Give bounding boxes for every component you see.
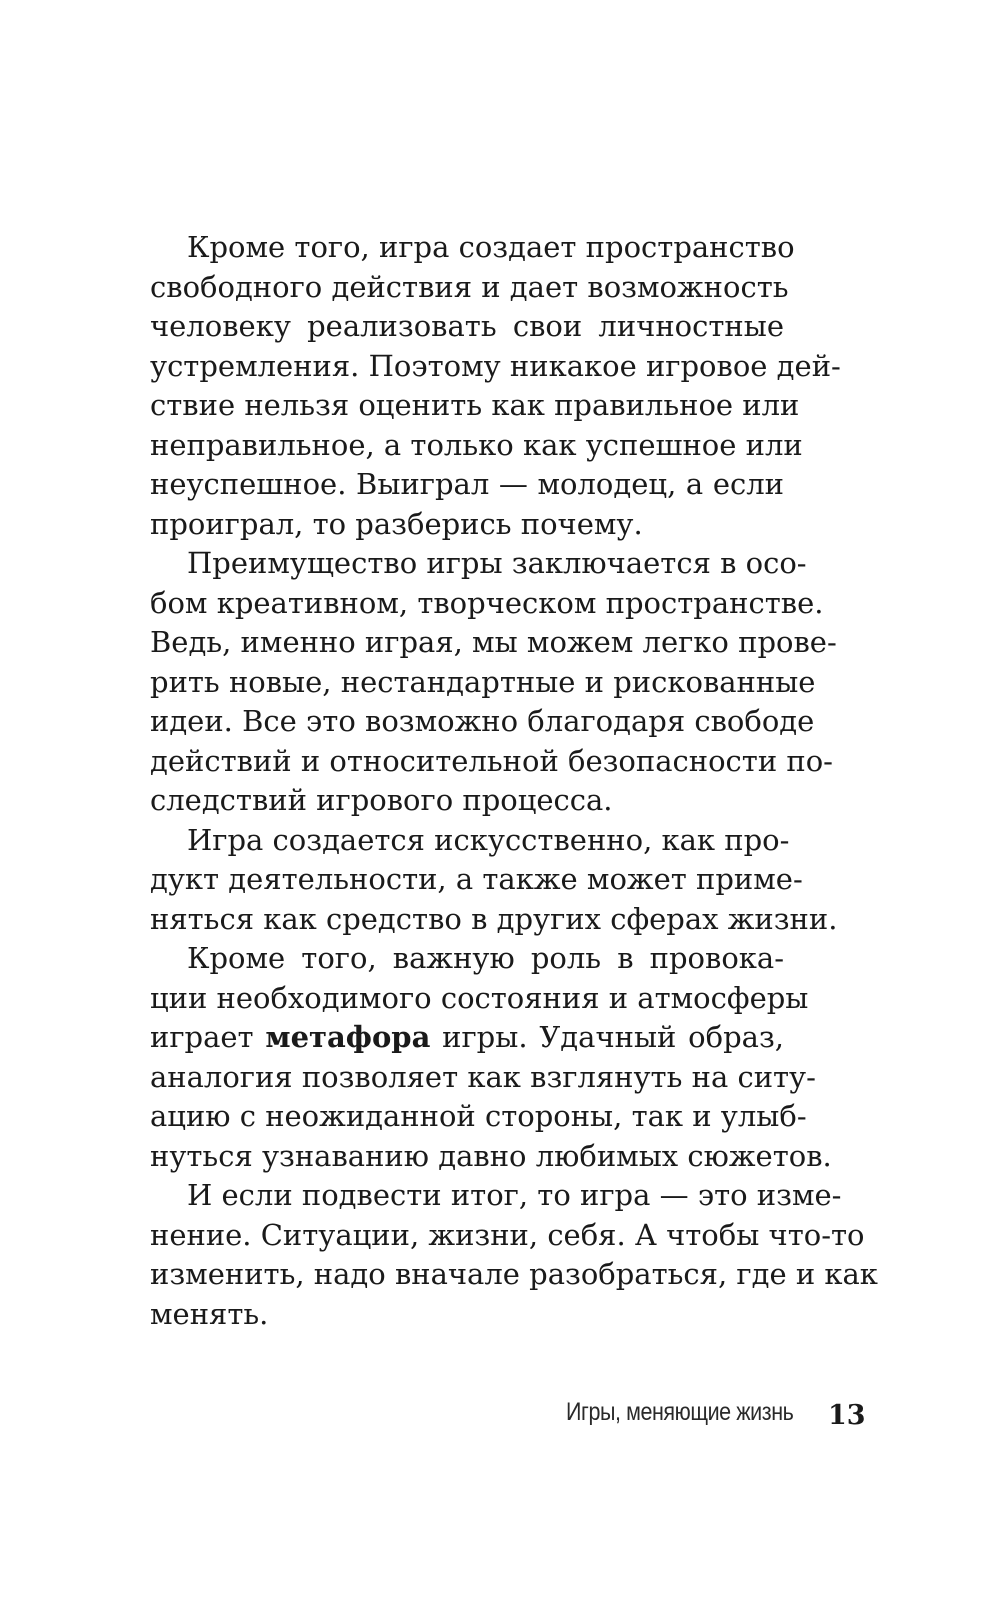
text-line: Кроме того, игра создает пространство <box>187 230 795 264</box>
text-line: свободного действия и дает возможность <box>150 269 789 304</box>
text-line: бом креативном, творческом пространстве. <box>150 585 824 620</box>
text-line: аналогия позволяет как взглянуть на ситу- <box>150 1059 816 1094</box>
paragraph-4 <box>150 939 832 1176</box>
text-line: идеи. Все это возможно благодаря свободе <box>150 704 815 738</box>
paragraph-5 <box>150 1176 878 1334</box>
text-line: следствий игрового процесса. <box>150 783 613 817</box>
page-footer <box>0 1398 1000 1438</box>
bold-term: метафора <box>265 1020 431 1054</box>
text-line: Игра создается искусственно, как про- <box>187 822 790 857</box>
text-line: менять. <box>150 1296 269 1331</box>
page-number: 13 <box>828 1400 866 1431</box>
text-line: устремления. Поэтому никакое игровое дей- <box>150 348 841 383</box>
text-line <box>150 1018 784 1058</box>
running-title: Игры, меняющие жизнь <box>565 1398 793 1426</box>
text-line: человеку реализовать свои личностные <box>150 309 784 343</box>
text-line: неуспешное. Выиграл — молодец, а если <box>150 467 784 501</box>
body-text <box>150 228 878 1334</box>
text-line: изменить, надо вначале разобраться, где и как <box>150 1257 878 1291</box>
paragraph-2 <box>150 544 837 821</box>
text-line: действий и относительной безопасности по- <box>150 743 833 778</box>
text-line: Кроме того, важную роль в провока- <box>187 941 784 975</box>
text-line: неправильное, а только как успешное или <box>150 427 803 462</box>
text-line: рить новые, нестандартные и рискованные <box>150 664 816 699</box>
text-line: ствие нельзя оценить как правильное или <box>150 388 800 422</box>
text-line: нение. Ситуации, жизни, себя. А чтобы что-то <box>150 1217 865 1252</box>
text-line: ции необходимого состояния и атмосферы <box>150 980 809 1015</box>
paragraph-3 <box>150 821 838 940</box>
text-line: Ведь, именно играя, мы можем легко прове- <box>150 625 837 659</box>
paragraph-1 <box>150 228 841 544</box>
text-fragment: играет <box>150 1020 266 1054</box>
text-line: няться как средство в других сферах жизни. <box>150 901 838 936</box>
text-line: проиграл, то разберись почему. <box>150 506 643 541</box>
text-line: ацию с неожиданной стороны, так и улыб- <box>150 1099 807 1133</box>
text-fragment: игры. Удачный образ, <box>430 1020 784 1054</box>
text-line: нуться узнаванию давно любимых сюжетов. <box>150 1138 832 1173</box>
text-line: И если подвести итог, то игра — это изме- <box>187 1178 842 1212</box>
text-line: Преимущество игры заключается в осо- <box>187 546 807 580</box>
text-line: дукт деятельности, а также может приме- <box>150 862 803 896</box>
